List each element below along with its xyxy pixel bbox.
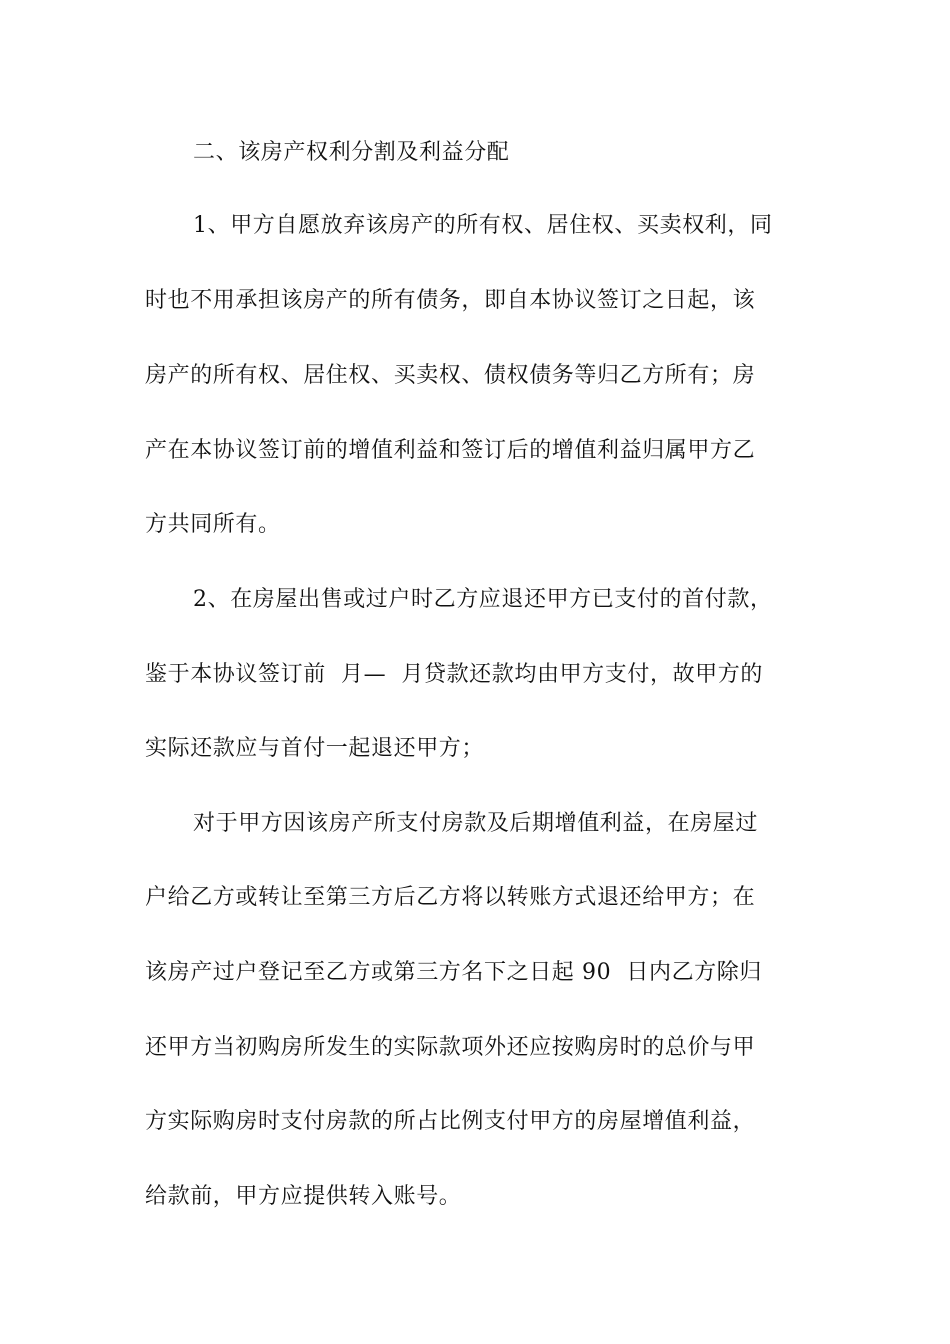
clause-1-line-2: 时也不用承担该房产的所有债务，即自本协议签订之日起，该 xyxy=(145,288,756,313)
clause-2-line-3: 实际还款应与首付一起退还甲方； xyxy=(145,736,485,761)
clause-2-line-2: 鉴于本协议签订前 月— 月贷款还款均由甲方支付，故甲方的 xyxy=(145,662,763,687)
clause-1-line-3: 房产的所有权、居住权、买卖权、债权债务等归乙方所有；房 xyxy=(145,363,756,388)
paragraph-3-line-1: 对于甲方因该房产所支付房款及后期增值利益，在房屋过 xyxy=(193,811,759,836)
clause-1-line-5: 方共同所有。 xyxy=(145,512,281,537)
section-heading: 二、该房产权利分割及利益分配 xyxy=(193,140,510,165)
paragraph-3-line-6: 给款前，甲方应提供转入账号。 xyxy=(145,1184,462,1209)
paragraph-3-line-2: 户给乙方或转让至第三方后乙方将以转账方式退还给甲方；在 xyxy=(145,885,756,910)
clause-1-line-4: 产在本协议签订前的增值利益和签订后的增值利益归属甲方乙 xyxy=(145,438,756,463)
clause-1-line-1: 1、甲方自愿放弃该房产的所有权、居住权、买卖权利，同 xyxy=(193,213,773,238)
clause-2-line-1: 2、在房屋出售或过户时乙方应退还甲方已支付的首付款， xyxy=(193,587,773,612)
paragraph-3-line-5: 方实际购房时支付房款的所占比例支付甲方的房屋增值利益， xyxy=(145,1109,756,1134)
paragraph-3-line-3: 该房产过户登记至乙方或第三方名下之日起 90 日内乙方除归 xyxy=(145,960,762,985)
paragraph-3-line-4: 还甲方当初购房所发生的实际款项外还应按购房时的总价与甲 xyxy=(145,1035,756,1060)
